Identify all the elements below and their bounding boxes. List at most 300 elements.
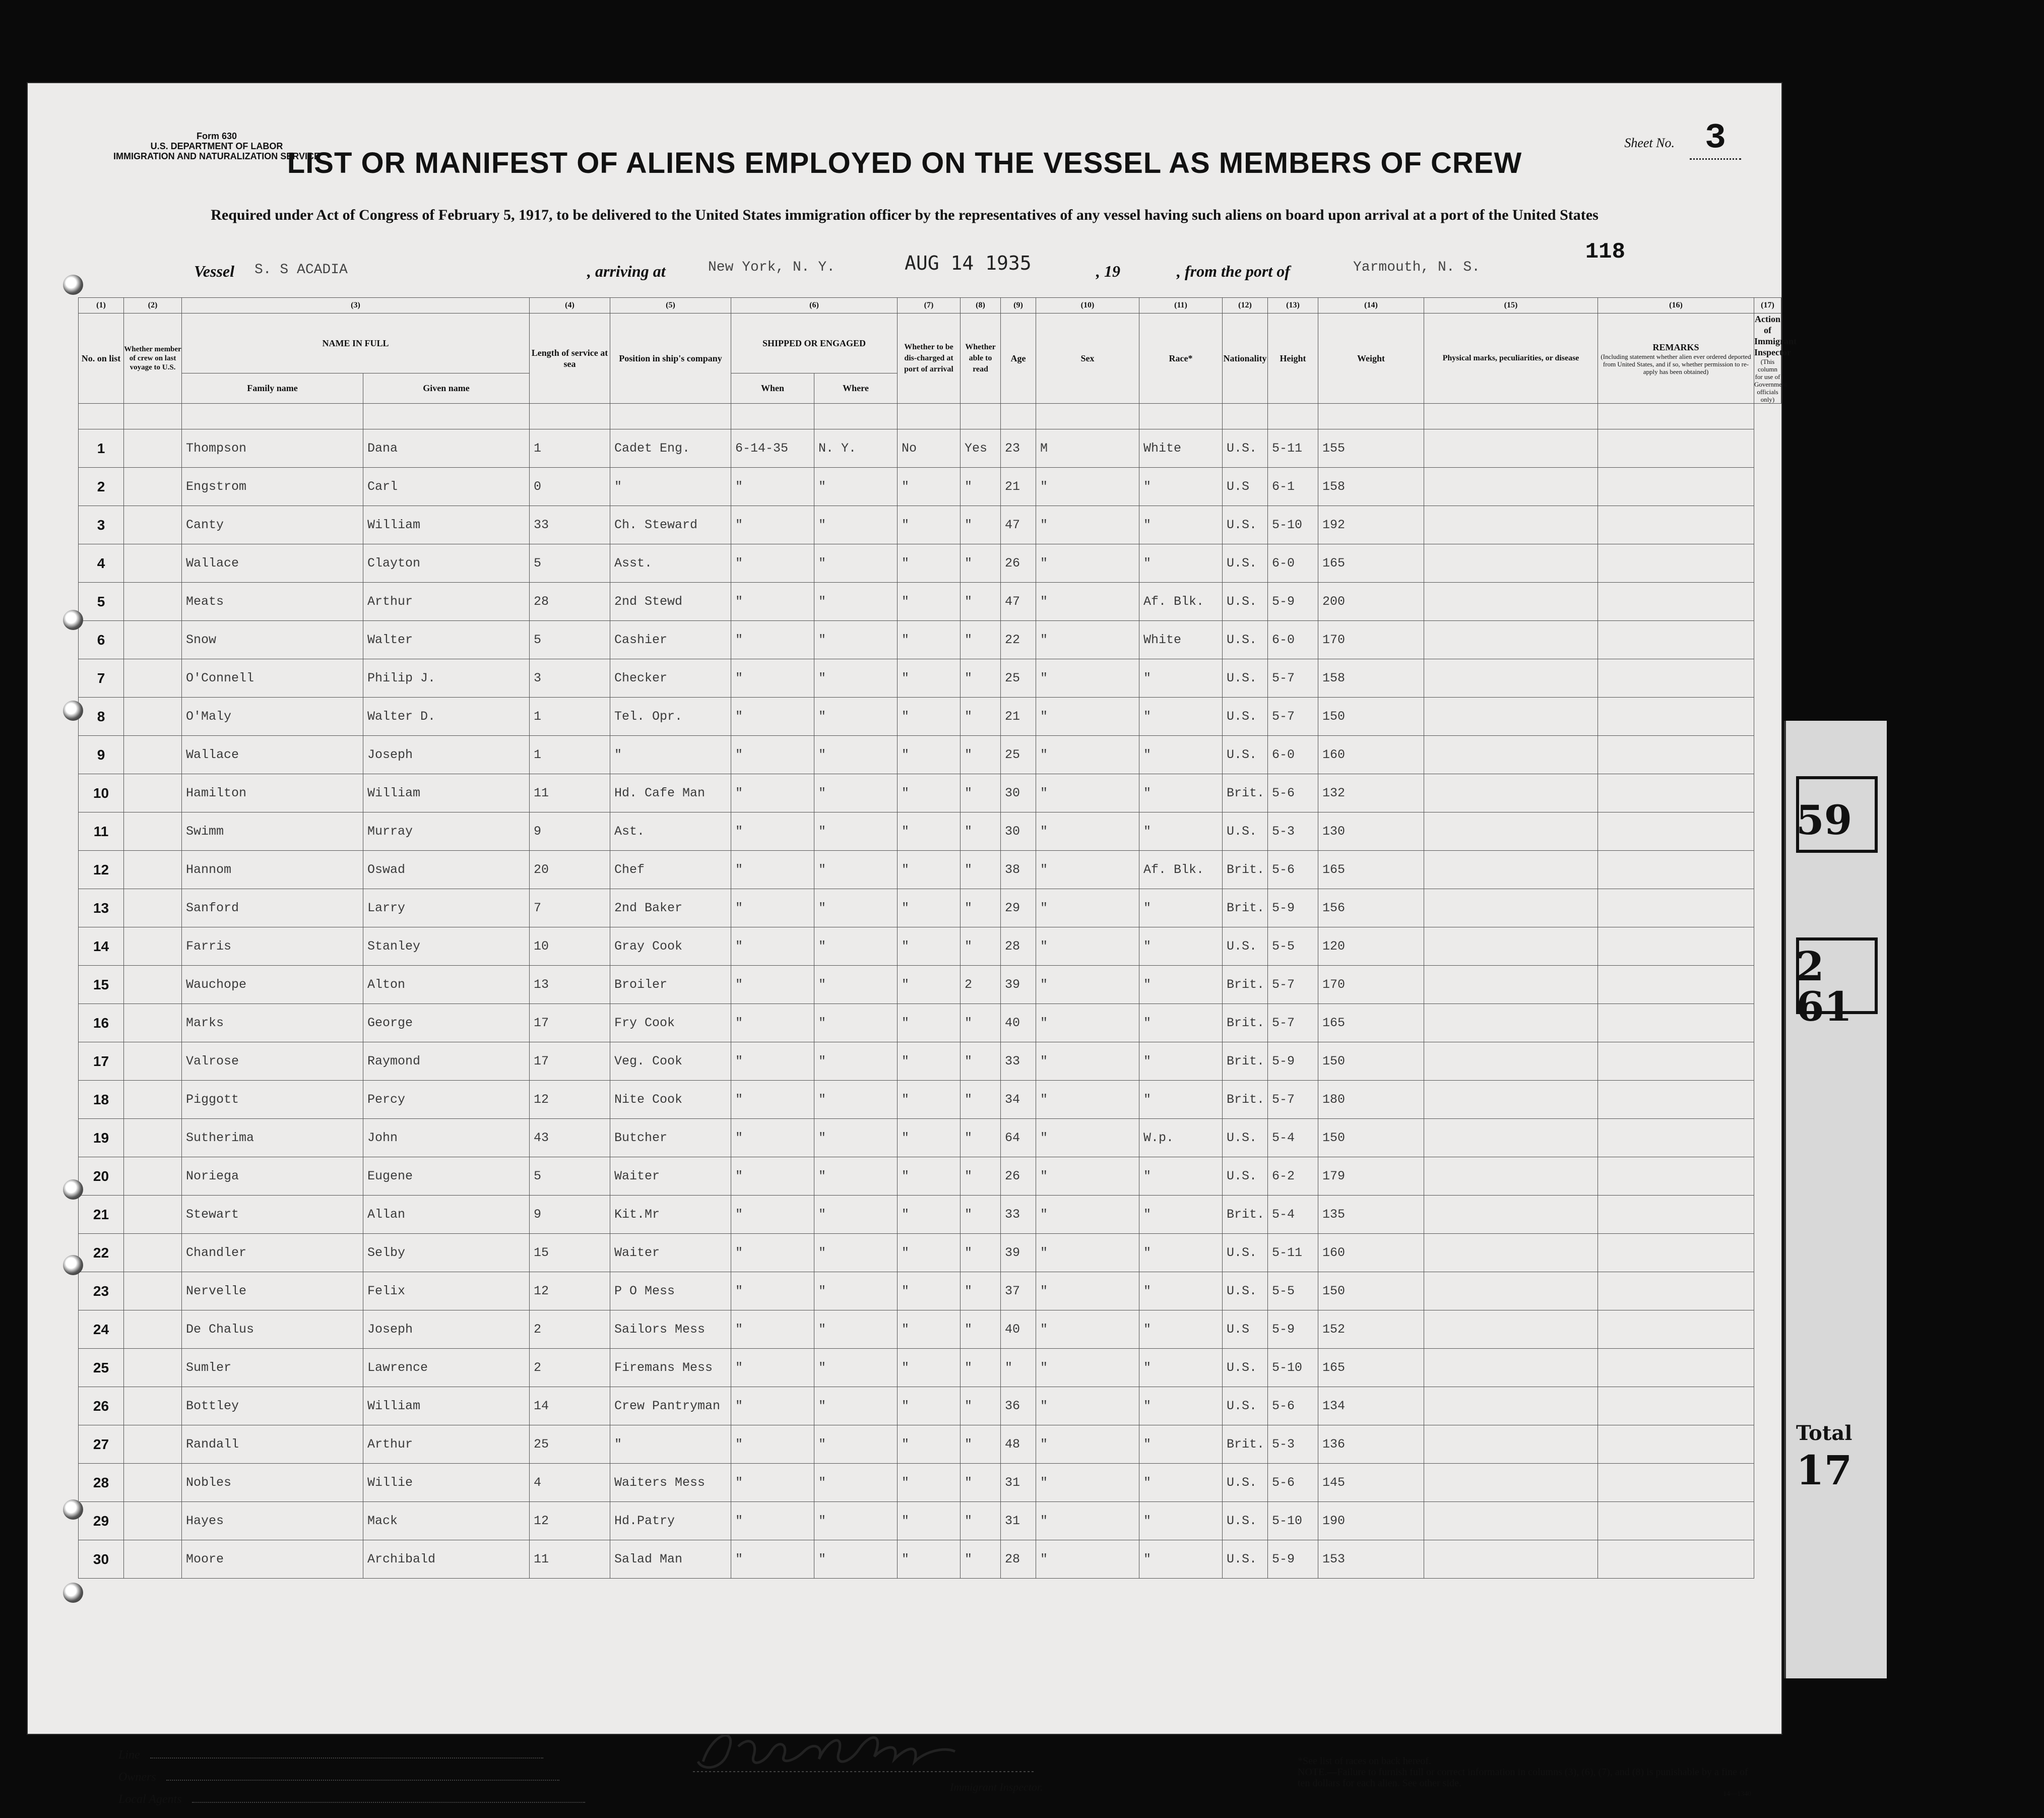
table-row [79,544,1781,583]
cell-action [1598,736,1754,774]
cell-family: Noriega [182,1157,363,1196]
cell-position: Waiter [610,1157,731,1196]
col-num: (14) [1318,298,1424,314]
col-num: (16) [1598,298,1754,314]
cell-family: Randall [182,1425,363,1464]
cell-physical [1424,851,1598,889]
cell-action [1598,966,1754,1004]
cell-physical [1424,774,1598,812]
cell-when: " [731,1272,814,1310]
cell-height: 6-0 [1268,544,1318,583]
cell-length: 28 [530,583,610,621]
cell-given: Philip J. [363,659,530,698]
cell-read: " [961,1004,1001,1042]
cell-height: 6-2 [1268,1157,1318,1196]
inspector-label: Immigrant Inspector. [950,1781,1043,1793]
cell-given: Archibald [363,1540,530,1579]
cell-nationality: Brit. [1223,966,1268,1004]
header-member: Whether member of crew on last voyage to U.S. [124,314,182,404]
table-row [79,851,1781,889]
cell-age: 21 [1001,468,1036,506]
cell-weight: 152 [1318,1310,1424,1349]
cell-physical [1424,966,1598,1004]
cell-action [1598,1310,1754,1349]
table-row [79,583,1781,621]
cell-read: " [961,812,1001,851]
cell-no: 3 [79,506,124,544]
cell-race: " [1139,966,1223,1004]
cell-read: Yes [961,429,1001,468]
cell-age: 36 [1001,1387,1036,1425]
col-num: (1) [79,298,124,314]
cell-height: 5-9 [1268,889,1318,927]
cell-position: Ast. [610,812,731,851]
punch-hole [63,1583,83,1603]
cell-when: " [731,1004,814,1042]
cell-given: Eugene [363,1157,530,1196]
cell-age: 29 [1001,889,1036,927]
col-num: (2) [124,298,182,314]
table-row [79,429,1781,468]
cell-no: 17 [79,1042,124,1081]
remarks-title: REMARKS [1652,342,1699,352]
cell-position: Chef [610,851,731,889]
year-label: , 19 [1096,262,1120,280]
cell-discharged: " [898,1081,961,1119]
cell-action [1598,698,1754,736]
service: IMMIGRATION AND NATURALIZATION SERVICE [113,151,320,161]
cell-physical [1424,1502,1598,1540]
cell-where: " [814,1196,898,1234]
table-row [79,1387,1781,1425]
cell-given: Alton [363,966,530,1004]
cell-member [124,544,182,583]
header-read: Whether able to read [961,314,1001,404]
cell-nationality: U.S. [1223,1119,1268,1157]
cell-family: Sanford [182,889,363,927]
cell-length: 11 [530,1540,610,1579]
cell-physical [1424,736,1598,774]
cell-discharged: " [898,1004,961,1042]
cell-weight: 165 [1318,1349,1424,1387]
col-num: (7) [898,298,961,314]
cell-nationality: U.S. [1223,698,1268,736]
cell-age: 33 [1001,1042,1036,1081]
cell-discharged: " [898,774,961,812]
table-row [79,468,1781,506]
cell-discharged: " [898,966,961,1004]
cell-read: " [961,1234,1001,1272]
cell-length: 11 [530,774,610,812]
header-when: When [731,373,814,403]
cell-family: Snow [182,621,363,659]
cell-no: 19 [79,1119,124,1157]
cell-sex: " [1036,1157,1139,1196]
cell-read: " [961,1272,1001,1310]
cell-read: " [961,927,1001,966]
cell-given: Lawrence [363,1349,530,1387]
cell-physical [1424,1157,1598,1196]
cell-discharged: " [898,1196,961,1234]
punch-hole [63,1179,83,1200]
cell-action [1598,1157,1754,1196]
cell-given: Percy [363,1081,530,1119]
cell-when: " [731,927,814,966]
cell-sex: " [1036,1464,1139,1502]
cell-where: " [814,851,898,889]
cell-where: " [814,1119,898,1157]
cell-read: " [961,1119,1001,1157]
cell-sex: " [1036,927,1139,966]
header-nationality: Nationality [1223,314,1268,404]
cell-action [1598,1464,1754,1502]
cell-sex: " [1036,736,1139,774]
cell-position: " [610,1425,731,1464]
cell-age: 25 [1001,659,1036,698]
cell-action [1598,1502,1754,1540]
cell-when: " [731,1234,814,1272]
cell-position: Tel. Opr. [610,698,731,736]
table-row [79,812,1781,851]
cell-action [1598,1081,1754,1119]
col-num: (10) [1036,298,1139,314]
cell-height: 6-0 [1268,621,1318,659]
crew-table [78,297,1797,1579]
punch-hole [63,1255,83,1275]
cell-no: 9 [79,736,124,774]
cell-given: John [363,1119,530,1157]
cell-height: 5-10 [1268,1349,1318,1387]
cell-weight: 134 [1318,1387,1424,1425]
cell-nationality: U.S. [1223,506,1268,544]
cell-when: " [731,506,814,544]
cell-position: Veg. Cook [610,1042,731,1081]
cell-where: " [814,889,898,927]
header-no: No. on list [79,314,124,404]
cell-sex: " [1036,583,1139,621]
cell-length: 10 [530,927,610,966]
cell-age: 64 [1001,1119,1036,1157]
arriving-port: New York, N. Y. [708,260,836,275]
cell-length: 33 [530,506,610,544]
cell-given: Arthur [363,583,530,621]
cell-member [124,1540,182,1579]
cell-when: " [731,583,814,621]
cell-when: " [731,621,814,659]
cell-weight: 120 [1318,927,1424,966]
table-row [79,506,1781,544]
cell-race: " [1139,812,1223,851]
cell-discharged: " [898,927,961,966]
table-row [79,659,1781,698]
cell-discharged: " [898,736,961,774]
vessel-label: Vessel [194,262,234,280]
cell-action [1598,1425,1754,1464]
cell-sex: " [1036,812,1139,851]
cell-race: " [1139,1042,1223,1081]
cell-discharged: " [898,506,961,544]
cell-physical [1424,1349,1598,1387]
cell-nationality: U.S. [1223,1502,1268,1540]
cell-physical [1424,1234,1598,1272]
cell-race: W.p. [1139,1119,1223,1157]
col-num: (13) [1268,298,1318,314]
cell-length: 1 [530,736,610,774]
cell-nationality: U.S. [1223,1157,1268,1196]
cell-family: Moore [182,1540,363,1579]
cell-length: 1 [530,698,610,736]
cell-family: Sumler [182,1349,363,1387]
cell-where: " [814,698,898,736]
cell-when: " [731,544,814,583]
cell-no: 21 [79,1196,124,1234]
cell-age: 38 [1001,851,1036,889]
cell-physical [1424,659,1598,698]
cell-position: Sailors Mess [610,1310,731,1349]
cell-weight: 136 [1318,1425,1424,1464]
punch-hole [63,1499,83,1520]
cell-no: 27 [79,1425,124,1464]
cell-where: " [814,1502,898,1540]
cell-where: N. Y. [814,429,898,468]
cell-given: Felix [363,1272,530,1310]
crew-rows [79,429,1781,1579]
cell-physical [1424,506,1598,544]
cell-sex: " [1036,1042,1139,1081]
cell-member [124,1234,182,1272]
cell-position: Asst. [610,544,731,583]
cell-where: " [814,1349,898,1387]
cell-length: 17 [530,1042,610,1081]
cell-race: " [1139,1425,1223,1464]
cell-physical [1424,1310,1598,1349]
cell-family: Stewart [182,1196,363,1234]
cell-length: 13 [530,966,610,1004]
cell-where: " [814,583,898,621]
cell-height: 5-11 [1268,429,1318,468]
cell-no: 20 [79,1157,124,1196]
cell-where: " [814,1081,898,1119]
cell-when: " [731,1196,814,1234]
cell-family: Hannom [182,851,363,889]
cell-weight: 132 [1318,774,1424,812]
cell-sex: M [1036,429,1139,468]
cell-when: " [731,1540,814,1579]
cell-age: 21 [1001,698,1036,736]
cell-given: William [363,774,530,812]
cell-physical [1424,621,1598,659]
cell-sex: " [1036,1540,1139,1579]
cell-age: 31 [1001,1502,1036,1540]
cell-given: Walter [363,621,530,659]
cell-weight: 165 [1318,1004,1424,1042]
table-row [79,1464,1781,1502]
cell-member [124,429,182,468]
cell-action [1598,1119,1754,1157]
cell-position: Cashier [610,621,731,659]
cell-given: Carl [363,468,530,506]
cell-nationality: U.S. [1223,1540,1268,1579]
cell-length: 7 [530,889,610,927]
table-row [79,966,1781,1004]
cell-member [124,812,182,851]
cell-height: 5-11 [1268,1234,1318,1272]
cell-position: Waiter [610,1234,731,1272]
cell-sex: " [1036,1004,1139,1042]
cell-nationality: Brit. [1223,1004,1268,1042]
cell-sex: " [1036,698,1139,736]
cell-given: George [363,1004,530,1042]
cell-no: 15 [79,966,124,1004]
cell-race: Af. Blk. [1139,851,1223,889]
cell-no: 5 [79,583,124,621]
cell-weight: 180 [1318,1081,1424,1119]
form-code: 14—1340 [1723,1790,1751,1798]
cell-physical [1424,1540,1598,1579]
cell-read: " [961,1540,1001,1579]
cell-race: White [1139,429,1223,468]
footer-fields [118,1744,585,1810]
cell-sex: " [1036,1119,1139,1157]
cell-position: Gray Cook [610,927,731,966]
cell-discharged: " [898,1540,961,1579]
cell-age: 34 [1001,1081,1036,1119]
cell-nationality: U.S. [1223,659,1268,698]
cell-read: " [961,1425,1001,1464]
header-name: NAME IN FULL [182,314,530,373]
cell-member [124,1310,182,1349]
cell-race: " [1139,1157,1223,1196]
cell-discharged: " [898,468,961,506]
cell-position: Hd.Patry [610,1502,731,1540]
cell-member [124,1272,182,1310]
page-title: LIST OR MANIFEST OF ALIENS EMPLOYED ON THE VESSEL AS MEMBERS OF CREW [287,147,1522,179]
cell-weight: 150 [1318,1272,1424,1310]
cell-position: 2nd Stewd [610,583,731,621]
cell-action [1598,468,1754,506]
cell-weight: 200 [1318,583,1424,621]
cell-when: " [731,1425,814,1464]
cell-given: Mack [363,1502,530,1540]
cell-sex: " [1036,544,1139,583]
cell-discharged: " [898,698,961,736]
cell-member [124,736,182,774]
cell-physical [1424,927,1598,966]
cell-where: " [814,1272,898,1310]
agents-field [118,1788,585,1810]
cell-read: " [961,1310,1001,1349]
owners-field [118,1766,585,1788]
cell-height: 5-4 [1268,1119,1318,1157]
cell-when: " [731,698,814,736]
cell-age: 22 [1001,621,1036,659]
cell-member [124,468,182,506]
cell-physical [1424,1081,1598,1119]
cell-sex: " [1036,1349,1139,1387]
cell-race: " [1139,1349,1223,1387]
cell-member [124,927,182,966]
cell-family: Nobles [182,1464,363,1502]
cell-weight: 158 [1318,468,1424,506]
cell-sex: " [1036,468,1139,506]
cell-no: 28 [79,1464,124,1502]
cell-sex: " [1036,1502,1139,1540]
cell-where: " [814,1234,898,1272]
cell-action [1598,1042,1754,1081]
cell-where: " [814,1387,898,1425]
cell-length: 12 [530,1081,610,1119]
note-races: *See list of races on back hereof. [1298,1756,1431,1767]
cell-discharged: " [898,621,961,659]
cell-height: 5-3 [1268,1425,1318,1464]
cell-read: " [961,889,1001,927]
cell-position: Butcher [610,1119,731,1157]
cell-action [1598,1196,1754,1234]
cell-race: " [1139,736,1223,774]
cell-position: P O Mess [610,1272,731,1310]
cell-height: 5-9 [1268,1310,1318,1349]
cell-discharged: " [898,1387,961,1425]
cell-member [124,698,182,736]
cell-no: 13 [79,889,124,927]
cell-where: " [814,774,898,812]
cell-where: " [814,927,898,966]
cell-member [124,1119,182,1157]
cell-family: Canty [182,506,363,544]
cell-family: O'Connell [182,659,363,698]
cell-nationality: Brit. [1223,1196,1268,1234]
cell-where: " [814,544,898,583]
cell-age: 31 [1001,1464,1036,1502]
cell-when: " [731,1502,814,1540]
cell-family: O'Maly [182,698,363,736]
cell-age: 30 [1001,774,1036,812]
cell-length: 0 [530,468,610,506]
cell-nationality: Brit. [1223,851,1268,889]
cell-age: 28 [1001,927,1036,966]
cell-member [124,621,182,659]
cell-sex: " [1036,506,1139,544]
vessel-name: S. S ACADIA [254,262,348,278]
cell-discharged: " [898,1310,961,1349]
cell-given: Allan [363,1196,530,1234]
cell-race: " [1139,544,1223,583]
cell-where: " [814,812,898,851]
cell-family: Meats [182,583,363,621]
cell-read: " [961,1196,1001,1234]
cell-race: " [1139,1310,1223,1349]
cell-sex: " [1036,659,1139,698]
cell-discharged: " [898,659,961,698]
cell-given: Dana [363,429,530,468]
cell-race: " [1139,1387,1223,1425]
cell-position: " [610,468,731,506]
cell-family: Wauchope [182,966,363,1004]
cell-discharged: " [898,889,961,927]
cell-when: " [731,659,814,698]
punch-hole [63,701,83,721]
cell-member [124,506,182,544]
col-num: (8) [961,298,1001,314]
header-height: Height [1268,314,1318,404]
cell-action [1598,429,1754,468]
table-row [79,1004,1781,1042]
cell-physical [1424,698,1598,736]
cell-race: " [1139,1272,1223,1310]
cell-length: 43 [530,1119,610,1157]
remarks-sub: (Including statement whether alien ever ordered deported from United States, and if so, whether permission to re-apply has been obtained) [1601,352,1751,375]
cell-age: 39 [1001,966,1036,1004]
